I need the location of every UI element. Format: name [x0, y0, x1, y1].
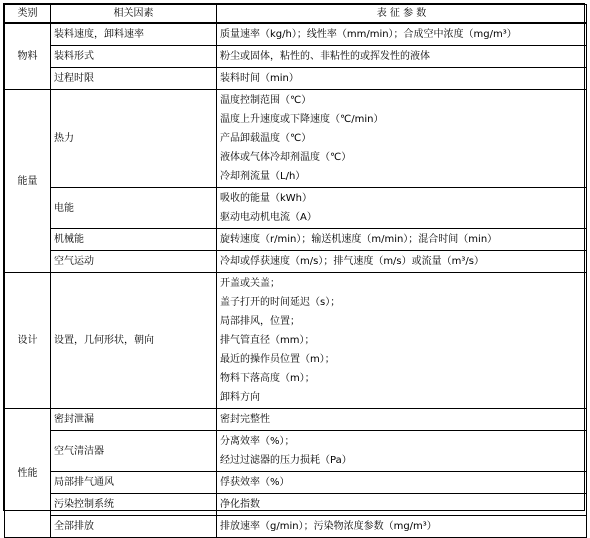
table-row [5, 251, 587, 273]
param-line: 分离效率（%）； [220, 436, 295, 447]
params-cell [217, 46, 587, 68]
param-line: 经过过滤器的压力损耗（Pa） [220, 455, 352, 466]
table-row [5, 23, 587, 46]
params-cell [217, 472, 587, 494]
category-cell: 性能 [5, 409, 51, 538]
param-line: 卸料方向 [220, 392, 260, 403]
param-line: 局部排风，位置； [220, 316, 300, 327]
param-line: 净化指数 [220, 499, 260, 510]
table-header-row [5, 5, 587, 24]
param-line: 质量速率（kg/h）；线性率（mm/min）；合成空中浓度（mg/m³） [220, 29, 517, 40]
factor-cell: 空气清洁器 [51, 431, 217, 472]
factor-cell: 污染控制系统 [51, 494, 217, 516]
parameter-table [4, 4, 587, 538]
factor-cell: 过程时限 [51, 68, 217, 90]
params-cell [217, 188, 587, 229]
header-category: 类别 [5, 5, 51, 24]
category-cell: 物料 [5, 23, 51, 90]
table-body [5, 23, 587, 538]
param-line: 密封完整性 [220, 414, 270, 425]
param-line: 排气管直径（mm）； [220, 335, 315, 346]
param-line: 温度上升速度或下降速度（℃/min） [220, 114, 384, 125]
params-cell [217, 409, 587, 431]
factor-cell: 局部排气通风 [51, 472, 217, 494]
table-row [5, 516, 587, 538]
param-line: 旋转速度（r/min）；输送机速度（m/min）；混合时间（min） [220, 234, 498, 245]
params-cell [217, 23, 587, 46]
param-line: 粉尘或固体，粘性的、非粘性的或挥发性的液体 [220, 51, 430, 62]
param-line: 产品卸载温度（℃） [220, 133, 312, 144]
params-cell [217, 229, 587, 251]
param-line: 吸收的能量（kWh） [220, 193, 313, 204]
param-line: 装料时间（min） [220, 73, 299, 84]
param-line: 液体或气体冷却剂温度（℃） [220, 152, 352, 163]
table-row [5, 494, 587, 516]
params-cell [217, 68, 587, 90]
table-row [5, 188, 587, 229]
param-line: 开盖或关盖； [220, 278, 280, 289]
param-line: 温度控制范围（℃） [220, 95, 312, 106]
table-row [5, 46, 587, 68]
factor-cell: 空气运动 [51, 251, 217, 273]
factor-cell: 装料速度，卸料速率 [51, 23, 217, 46]
factor-cell: 热力 [51, 90, 217, 188]
param-line: 物料下落高度（m）； [220, 373, 315, 384]
params-cell [217, 90, 587, 188]
param-line: 驱动电动机电流（A） [220, 212, 317, 223]
param-line: 盖子打开的时间延迟（s）； [220, 297, 341, 308]
factor-cell: 全部排放 [51, 516, 217, 538]
param-line: 排放速率（g/min）；污染物浓度参数（mg/m³） [220, 521, 437, 532]
category-cell: 设计 [5, 273, 51, 409]
params-cell [217, 273, 587, 409]
category-cell: 能量 [5, 90, 51, 273]
table-row [5, 68, 587, 90]
params-cell [217, 431, 587, 472]
table-row [5, 409, 587, 431]
factor-cell: 装料形式 [51, 46, 217, 68]
factor-cell: 密封泄漏 [51, 409, 217, 431]
params-cell [217, 516, 587, 538]
params-cell [217, 251, 587, 273]
table-row [5, 431, 587, 472]
factor-cell: 设置，几何形状，朝向 [51, 273, 217, 409]
param-line: 冷却或俘获速度（m/s）；排气速度（m/s）或流量（m³/s） [220, 256, 484, 267]
header-params: 表 征 参 数 [217, 5, 587, 24]
header-factors: 相关因素 [51, 5, 217, 24]
table-row [5, 273, 587, 409]
param-line: 俘获效率（%） [220, 477, 290, 488]
table-row [5, 472, 587, 494]
param-line: 冷却剂流量（L/h） [220, 171, 306, 182]
table-row [5, 229, 587, 251]
param-line: 最近的操作员位置（m）； [220, 354, 335, 365]
table-row [5, 90, 587, 188]
factor-cell: 电能 [51, 188, 217, 229]
factor-cell: 机械能 [51, 229, 217, 251]
params-cell [217, 494, 587, 516]
